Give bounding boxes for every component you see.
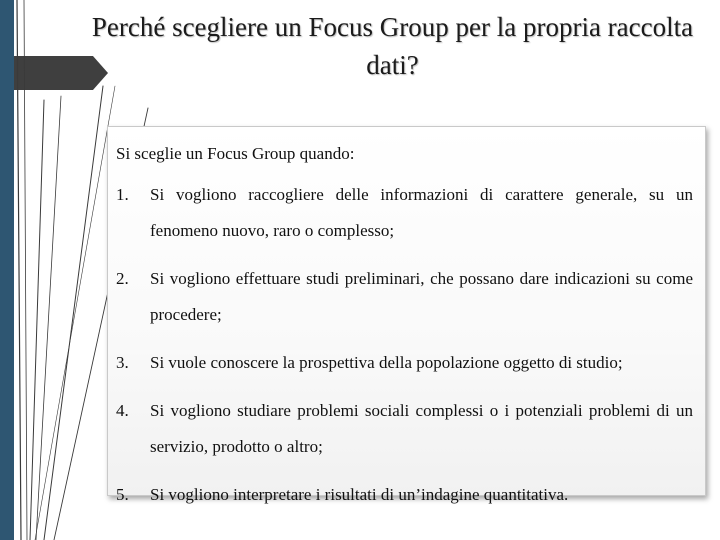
content-box bbox=[107, 126, 706, 504]
list-item bbox=[116, 345, 693, 381]
reasons-list bbox=[116, 177, 693, 513]
left-side-bar bbox=[0, 0, 14, 540]
item-number: 1. bbox=[116, 185, 129, 204]
item-text: Si vogliono interpretare i risultati di un’indagine quantitativa. bbox=[150, 485, 569, 504]
item-text: Si vogliono studiare problemi sociali complessi o i potenziali problemi di un servizio, prodotto o altro; bbox=[150, 401, 693, 456]
list-item bbox=[116, 393, 693, 465]
item-text: Si vuole conoscere la prospettiva della popolazione oggetto di studio; bbox=[150, 353, 623, 372]
intro-text: Si sceglie un Focus Group quando: bbox=[116, 144, 355, 163]
item-text: Si vogliono raccogliere delle informazioni di carattere generale, su un fenomeno nuovo, raro o complesso; bbox=[150, 185, 693, 240]
item-number: 2. bbox=[116, 269, 129, 288]
list-item bbox=[116, 261, 693, 333]
item-number: 5. bbox=[116, 485, 129, 504]
item-number: 3. bbox=[116, 353, 129, 372]
item-number: 4. bbox=[116, 401, 129, 420]
slide-title: Perché scegliere un Focus Group per la propria raccolta dati? bbox=[91, 12, 694, 80]
item-text: Si vogliono effettuare studi preliminari, che possano dare indicazioni su come procedere; bbox=[150, 269, 693, 324]
list-item bbox=[116, 477, 693, 513]
list-item bbox=[116, 177, 693, 249]
